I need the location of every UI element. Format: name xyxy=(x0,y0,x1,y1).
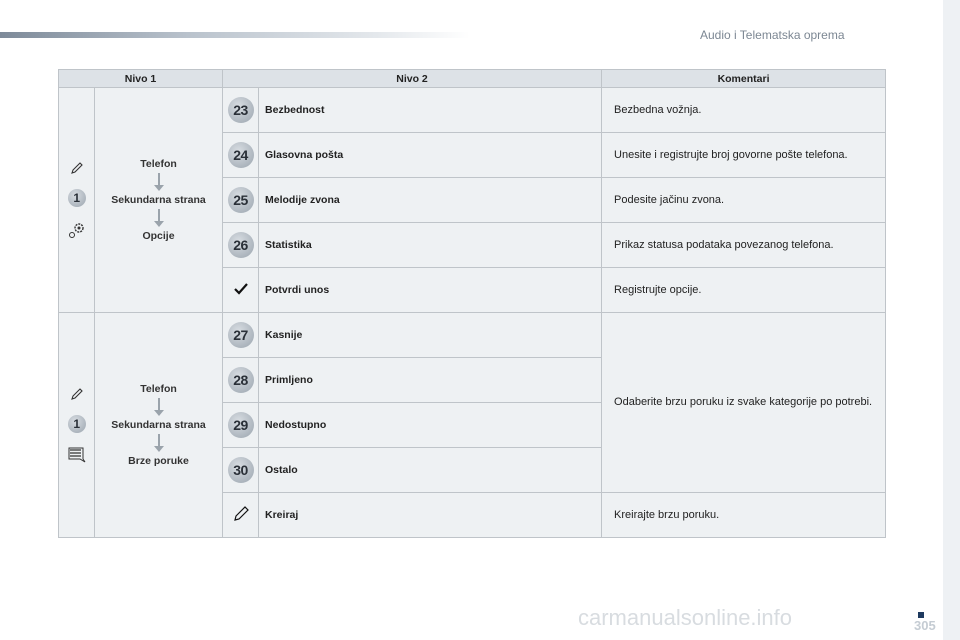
down-arrow-icon xyxy=(154,446,164,452)
col-header-comments: Komentari xyxy=(602,70,886,88)
step-number-badge: 29 xyxy=(228,412,254,438)
shared-comment-cell: Odaberite brzu poruku iz svake kategorije po potrebi. xyxy=(602,313,886,493)
level1-path-cell xyxy=(95,313,223,538)
menu-label-later[interactable]: Kasnije xyxy=(259,313,602,358)
path-step-quick-messages: Brze poruke xyxy=(128,455,189,467)
comment-cell: Prikaz statusa podataka povezanog telefona. xyxy=(602,223,886,268)
level1-number-badge: 1 xyxy=(68,415,86,433)
menu-table-container xyxy=(58,69,885,538)
path-step-phone: Telefon xyxy=(140,158,177,170)
path-step-phone: Telefon xyxy=(140,383,177,395)
level1-number-badge: 1 xyxy=(68,189,86,207)
menu-label-ringtones[interactable]: Melodije zvona xyxy=(259,178,602,223)
down-arrow-icon xyxy=(154,410,164,416)
menu-label-unavailable[interactable]: Nedostupno xyxy=(259,403,602,448)
path-step-options: Opcije xyxy=(142,230,175,242)
comment-cell: Registrujte opcije. xyxy=(602,268,886,313)
step-number-badge: 26 xyxy=(228,232,254,258)
pencil-icon xyxy=(70,161,84,175)
badge-cell xyxy=(223,358,259,403)
step-number-badge: 25 xyxy=(228,187,254,213)
watermark-text: carmanualsonline.info xyxy=(578,605,793,630)
comment-cell: Kreirajte brzu poruku. xyxy=(602,493,886,538)
menu-label-statistics[interactable]: Statistika xyxy=(259,223,602,268)
table-row xyxy=(59,88,886,133)
settings-gear-icon xyxy=(68,221,86,239)
menu-label-voicemail[interactable]: Glasovna pošta xyxy=(259,133,602,178)
col-header-level1: Nivo 1 xyxy=(59,70,223,88)
step-number-badge: 27 xyxy=(228,322,254,348)
badge-cell xyxy=(223,133,259,178)
path-step-secondary: Sekundarna strana xyxy=(111,419,206,431)
table-row xyxy=(59,313,886,358)
menu-label-create[interactable]: Kreiraj xyxy=(259,493,602,538)
badge-cell xyxy=(223,178,259,223)
badge-cell xyxy=(223,448,259,493)
table-header-row xyxy=(59,70,886,88)
badge-cell xyxy=(223,403,259,448)
comment-cell: Podesite jačinu zvona. xyxy=(602,178,886,223)
path-step-secondary: Sekundarna strana xyxy=(111,194,206,206)
badge-cell xyxy=(223,268,259,313)
down-arrow-icon xyxy=(154,221,164,227)
comment-cell: Unesite i registrujte broj govorne pošte telefona. xyxy=(602,133,886,178)
badge-cell xyxy=(223,493,259,538)
page-edge-strip xyxy=(943,0,960,640)
badge-cell xyxy=(223,223,259,268)
comment-cell: Bezbedna vožnja. xyxy=(602,88,886,133)
message-list-icon xyxy=(68,447,86,463)
menu-table xyxy=(58,69,886,538)
page-section-title: Audio i Telematska oprema xyxy=(700,28,845,42)
pencil-icon xyxy=(233,506,249,522)
path-arrow-line xyxy=(158,209,160,221)
path-arrow-line xyxy=(158,434,160,446)
page-number: 305 xyxy=(914,618,936,633)
badge-cell xyxy=(223,313,259,358)
menu-label-security[interactable]: Bezbednost xyxy=(259,88,602,133)
header-bar xyxy=(0,32,470,38)
step-number-badge: 24 xyxy=(228,142,254,168)
col-header-level2: Nivo 2 xyxy=(223,70,602,88)
down-arrow-icon xyxy=(154,185,164,191)
menu-label-confirm[interactable]: Potvrdi unos xyxy=(259,268,602,313)
level1-icons-cell xyxy=(59,313,95,538)
checkmark-icon xyxy=(234,283,248,295)
level1-icons-cell xyxy=(59,88,95,313)
menu-label-other[interactable]: Ostalo xyxy=(259,448,602,493)
step-number-badge: 28 xyxy=(228,367,254,393)
path-arrow-line xyxy=(158,173,160,185)
path-arrow-line xyxy=(158,398,160,410)
level1-path-cell xyxy=(95,88,223,313)
menu-label-received[interactable]: Primljeno xyxy=(259,358,602,403)
badge-cell xyxy=(223,88,259,133)
pencil-icon xyxy=(70,387,84,401)
step-number-badge: 23 xyxy=(228,97,254,123)
step-number-badge: 30 xyxy=(228,457,254,483)
